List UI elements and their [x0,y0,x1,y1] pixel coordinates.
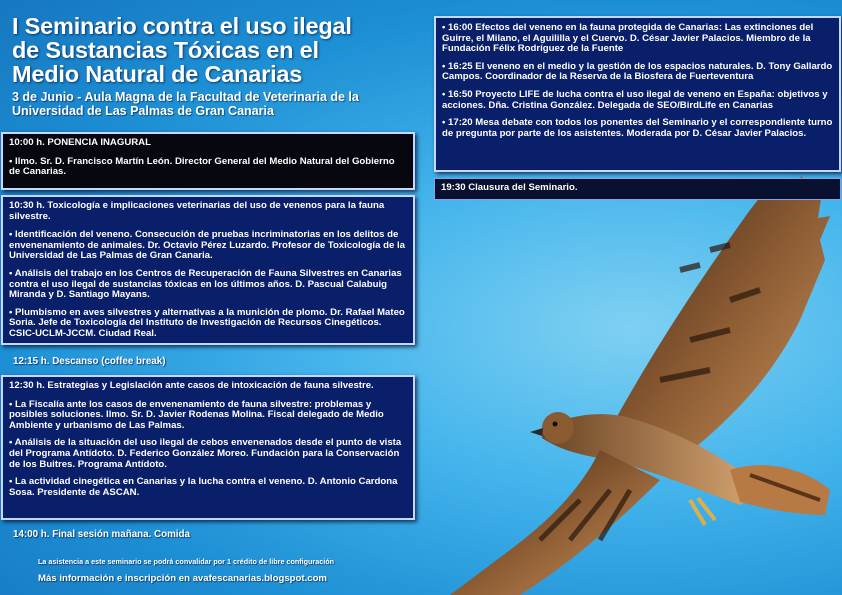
inaugural-box [1,132,415,190]
credit-note: La asistencia a este seminario se podrá convalidar por 1 crédito de libre configuración [38,557,334,566]
session1-heading: 10:30 h. Toxicología e implicaciones veterinarias del uso de venenos para la fauna silvestre. [9,200,385,222]
seminar-title [12,14,432,86]
session1-item: • Plumbismo en aves silvestres y alternativas a la munición de plomo. Dr. Rafael Mateo Soria. Jefe de Toxicología del Instituto de Investigación de Recursos Cinegéticos. CSIC-UCLM-JCCM. Ciudad Real. [9,306,405,339]
inaugural-heading: 10:00 h. PONENCIA INAGURAL [9,137,151,148]
hawk-image [430,170,842,595]
coffee-break: 12:15 h. Descanso (coffee break) [13,356,166,367]
afternoon-item: • 16:00 Efectos del veneno en la fauna protegida de Canarias: Las extinciones del Guirre, el Milano, el Aguililla y el Cuervo. D. César Javier Palacios. Miembro de la Fundación Félix Rodríguez de la Fuente [442,22,814,55]
session1-item: • Análisis del trabajo en los Centros de Recuperación de Fauna Silvestres en Canarias contra el uso ilegal de sustancias tóxicas en los últimos años. D. Pascual Calabuig Miranda y D. Santiago Mayans. [9,267,402,301]
title-line: de Sustancias Tóxicas en el [12,37,319,63]
session2-item: • La Fiscalía ante los casos de envenenamiento de fauna silvestre: problemas y posibles soluciones. Ilmo. Sr. D. Javier Rodenas Molina. Fiscal delegado de Medio Ambiente y urbanismo de Las Palmas. [9,398,384,431]
closing-bar [434,178,841,200]
seminar-subtitle [12,90,432,118]
session1-box [1,195,415,345]
session1-item: • Identificación del veneno. Consecución de pruebas incriminatorias en los delitos de envenenamiento de animales. Dr. Octavio Pérez Luzardo. Profesor de Toxicología de la Universidad de Las Palmas de Gran Canaria. [9,229,405,262]
afternoon-item: • 17:20 Mesa debate con todos los ponentes del Seminario y el correspondiente turno de pregunta por parte de los asistentes. Moderada por D. César Javier Palacios. [442,117,833,139]
subtitle-line: 3 de Junio - Aula Magna de la Facultad de Veterinaria de la [12,90,359,104]
closing-text: 19:30 Clausura del Seminario. [441,182,578,193]
afternoon-item: • 16:25 El veneno en el medio y la gestión de los espacios naturales. D. Tony Gallardo Campos. Coordinador de la Reserva de la Biosfera de Fuerteventura [442,60,833,83]
title-line: Medio Natural de Canarias [12,61,303,87]
end-morning: 14:00 h. Final sesión mañana. Comida [13,529,190,540]
session2-heading: 12:30 h. Estrategias y Legislación ante casos de intoxicación de fauna silvestre. [9,380,374,391]
session2-item: • La actividad cinegética en Canarias y la lucha contra el veneno. D. Antonio Cardona Sosa. Presidente de ASCAN. [9,476,398,498]
session2-box [1,375,415,520]
title-line: I Seminario contra el uso ilegal [12,13,352,39]
afternoon-item: • 16:50 Proyecto LIFE de lucha contra el uso ilegal de veneno en España: objetivos y acciones. Dña. Cristina González. Delegada de SEO/BirdLife en Canarias [442,88,828,111]
afternoon-box [434,16,841,172]
inaugural-item: • Ilmo. Sr. D. Francisco Martín León. Director General del Medio Natural del Gobierno de Canarias. [9,155,395,178]
info-link[interactable]: Más información e inscripción en avafescanarias.blogspot.com [38,573,327,584]
subtitle-line: Universidad de Las Palmas de Gran Canaria [12,104,274,118]
session2-item: • Análisis de la situación del uso ilegal de cebos envenenados desde el punto de vista del Programa Antídoto. D. Federico González Moreo. Fundación para la Conservación de los Buitres. Programa Antídoto. [9,437,402,470]
